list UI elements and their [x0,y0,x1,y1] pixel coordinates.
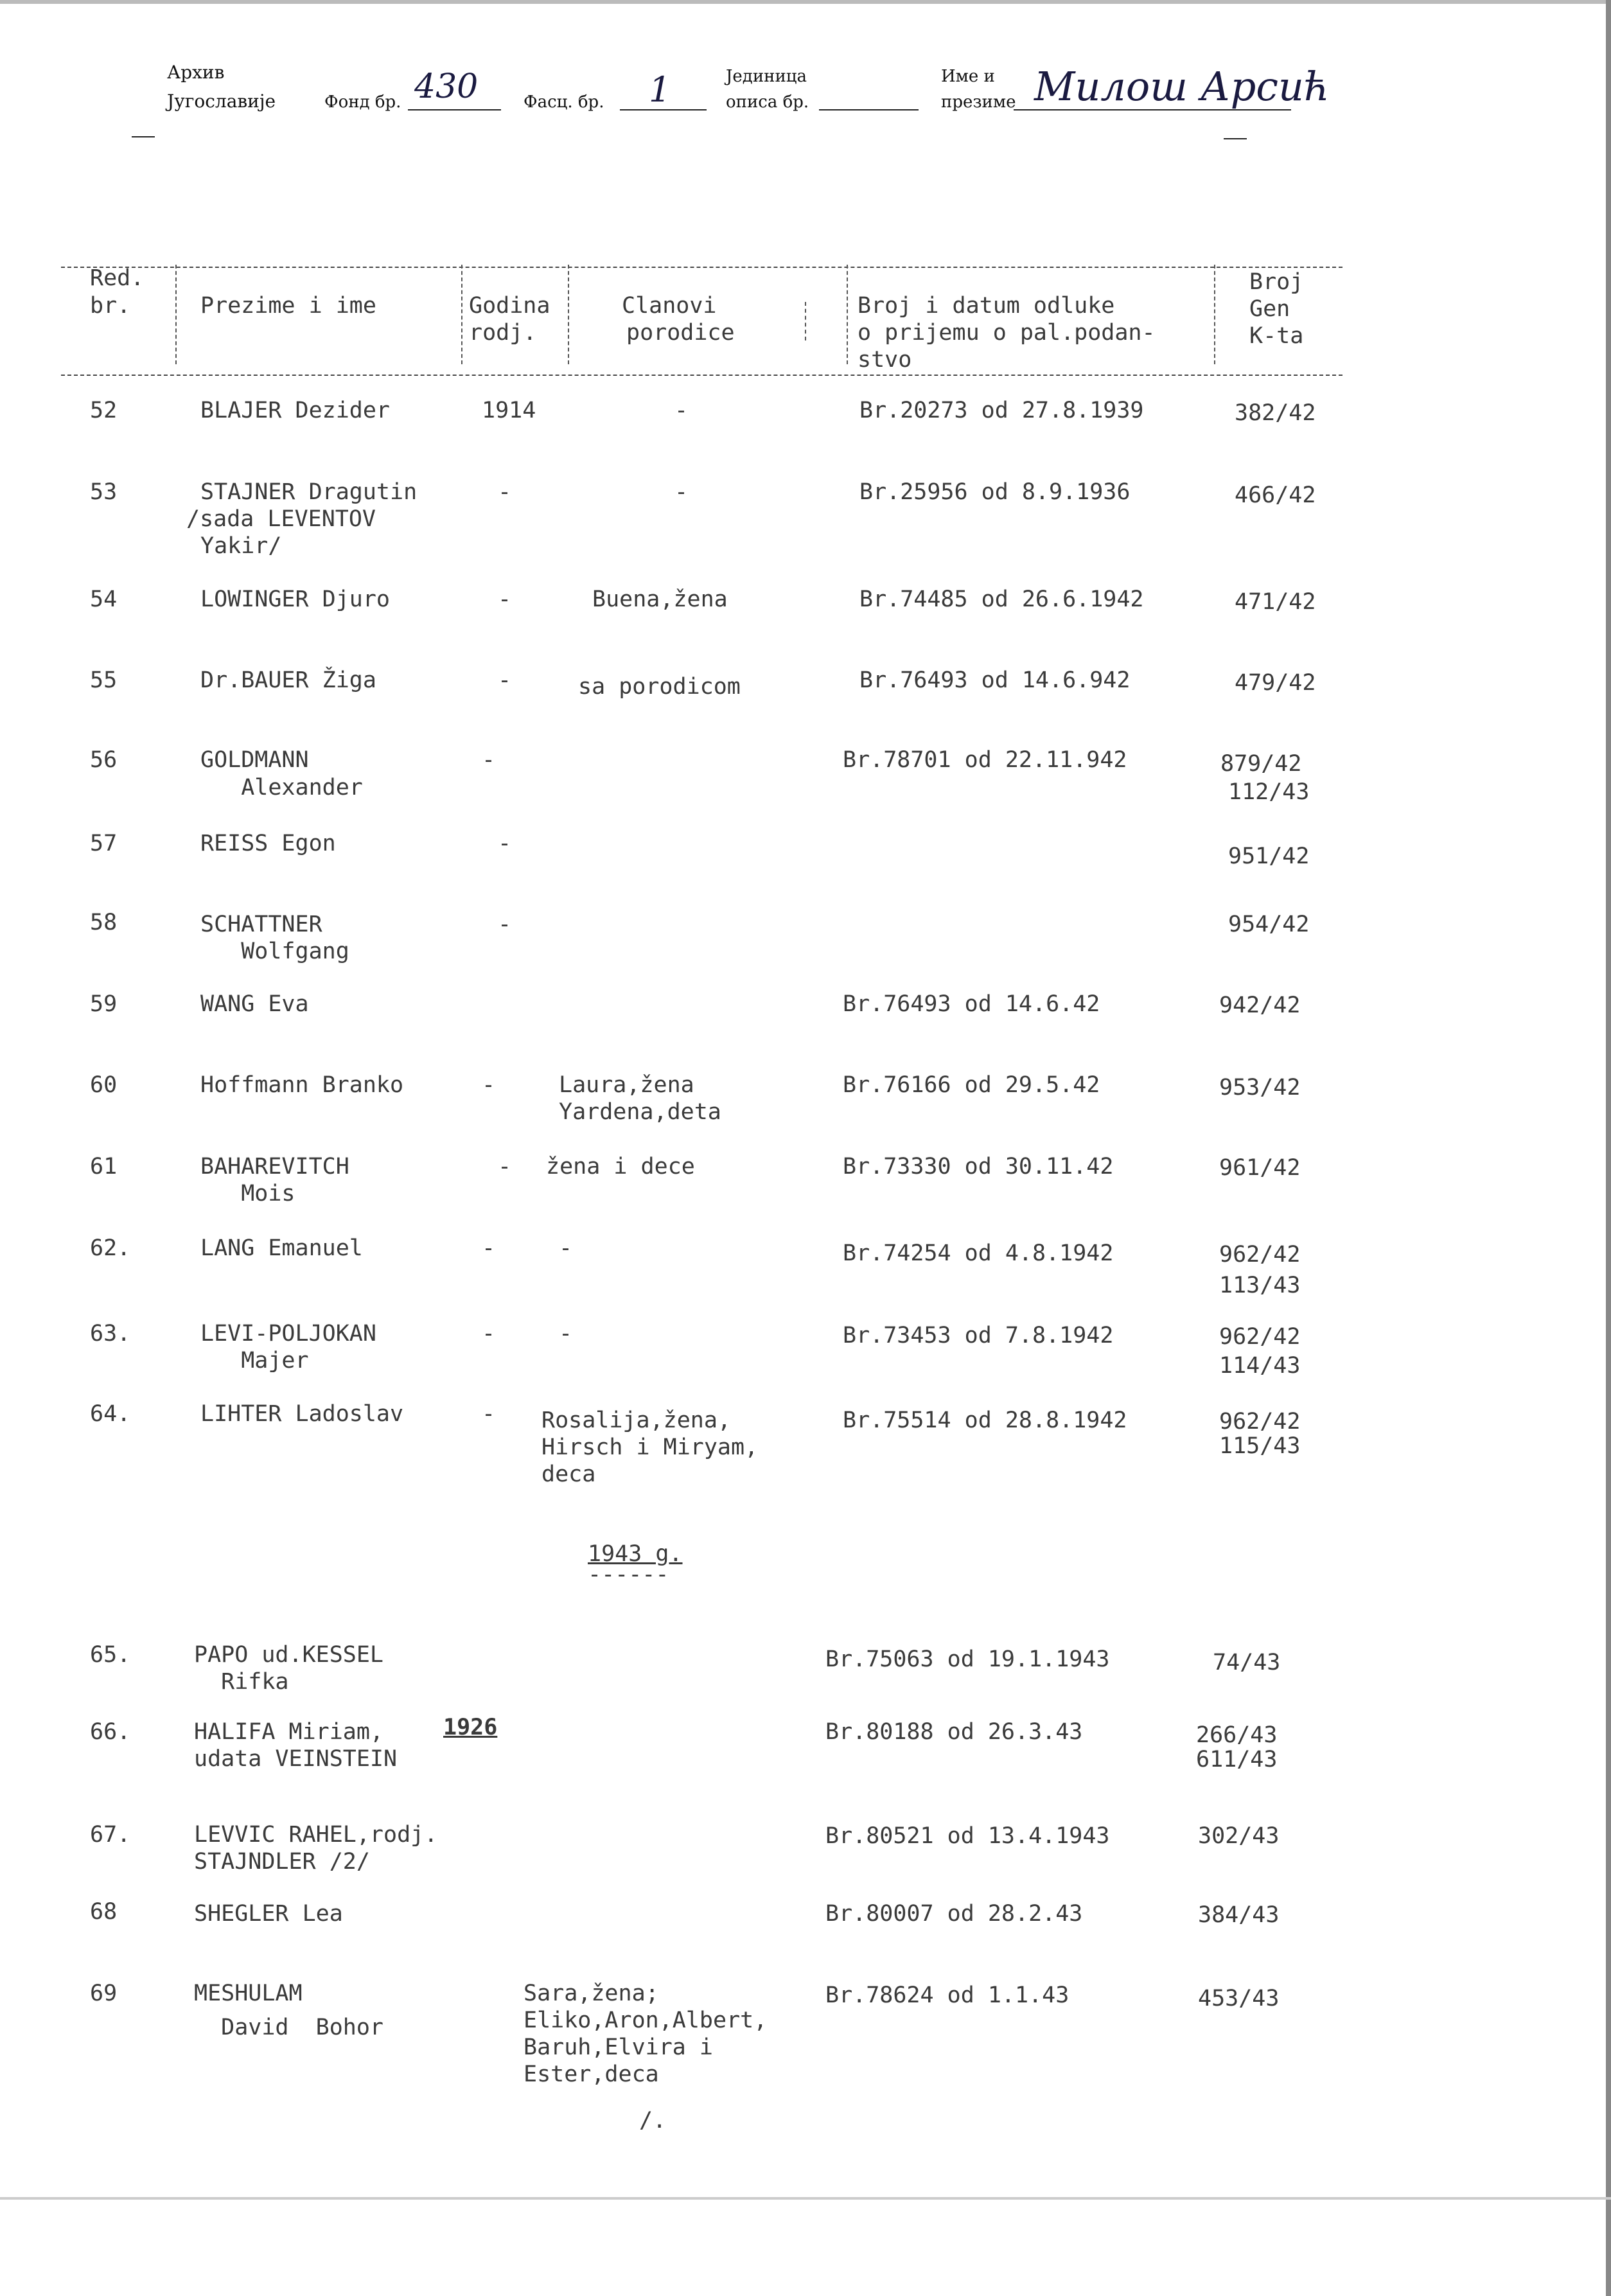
header-broj-odluke-line1: Broj i datum odluke [858,293,1115,319]
table-top-rule [61,267,1342,268]
header-divider-1 [175,265,177,364]
row-name: LOWINGER Djuro [200,587,391,612]
row-family: Laura,žena [559,1072,694,1098]
row-decision: Br.75063 od 19.1.1943 [825,1647,1110,1672]
row-number: 68 [90,1899,118,1925]
row-number: 67. [90,1822,131,1848]
row-ref-line2: 115/43 [1219,1433,1301,1459]
header-godina-line1: Godina [469,293,550,319]
row-year: - [498,667,512,693]
row-year: - [482,1401,496,1427]
row-decision: Br.78701 od 22.11.942 [843,747,1127,773]
row-number: 57 [90,831,118,856]
row-decision: Br.80007 od 28.2.43 [825,1901,1083,1927]
row-ref: 962/42 [1219,1409,1301,1435]
row-name-line2: Alexander [200,775,363,800]
row-ref: 479/42 [1235,670,1316,696]
row-family: - [674,398,689,423]
name-value-signature: Милош Арсић [1034,63,1330,110]
row-name-line2: /sada LEVENTOV [186,506,376,532]
name-label-line1: Име и [941,67,995,86]
row-ref-line2: 112/43 [1228,779,1310,805]
row-name: WANG Eva [200,991,309,1017]
header-red-line2: br. [90,293,131,319]
row-ref: 879/42 [1220,751,1302,777]
row-number: 55 [90,667,118,693]
row-decision: Br.76493 od 14.6.942 [859,667,1131,693]
row-ref: 453/43 [1198,1986,1280,2011]
fasc-value: 1 [649,69,671,110]
header-red-line1: Red. [90,265,145,291]
header-broj-gen-line2: Gen [1249,296,1290,322]
fond-value: 430 [414,67,479,106]
corner-mark-left [132,136,155,137]
row-number: 56 [90,747,118,773]
row-family: Buena,žena [592,587,728,612]
row-ref: 961/42 [1219,1155,1301,1181]
header-divider-5 [847,265,848,364]
row-number: 66. [90,1719,131,1745]
page-footer-mark: /. [639,2108,667,2133]
row-decision: Br.75514 od 28.8.1942 [843,1408,1127,1433]
row-name: Dr.BAUER Žiga [200,667,376,693]
row-year: - [498,831,512,856]
row-name-line2: Majer [200,1348,309,1373]
header-broj-odluke-line3: stvo [858,347,912,373]
row-decision: Br.20273 od 27.8.1939 [859,398,1144,423]
row-ref-line2: 114/43 [1219,1353,1301,1379]
row-ref: 74/43 [1213,1650,1281,1675]
row-name: LANG Emanuel [200,1235,363,1261]
row-family: žena i dece [546,1154,695,1179]
row-year: - [498,587,512,612]
row-name-line2: Mois [200,1181,295,1206]
row-number: 65. [90,1642,131,1668]
row-year: 1926 [443,1715,498,1740]
row-decision: Br.80188 od 26.3.43 [825,1719,1083,1745]
row-ref: 266/43 [1196,1722,1278,1748]
row-family: - [559,1321,573,1347]
row-number: 62. [90,1235,131,1261]
header-broj-gen-line3: K-ta [1249,323,1304,349]
unit-label-line2: описа бр. [726,93,809,112]
fond-underline [408,109,501,110]
row-name: BLAJER Dezider [200,398,391,423]
row-name: STAJNER Dragutin [200,479,418,505]
row-ref: 384/43 [1198,1902,1280,1928]
row-decision: Br.25956 od 8.9.1936 [859,479,1131,505]
row-number: 52 [90,398,118,423]
row-decision: Br.76493 od 14.6.42 [843,991,1100,1017]
row-decision: Br.76166 od 29.5.42 [843,1072,1100,1098]
row-number: 59 [90,991,118,1017]
row-family-line2: Hirsch i Miryam, [541,1435,759,1460]
row-name: REISS Egon [200,831,336,856]
row-name: LEVI-POLJOKAN [200,1321,376,1347]
header-divider-2 [461,265,462,364]
row-ref-line2: 611/43 [1196,1747,1278,1772]
fasc-label: Фасц. бр. [524,93,604,112]
row-year: - [482,1321,496,1347]
row-family-line3: Baruh,Elvira i [524,2035,714,2060]
fond-label: Фонд бр. [324,93,401,112]
name-label-line2: презиме [941,93,1016,112]
row-family: Rosalija,žena, [541,1408,732,1433]
row-decision: Br.73453 od 7.8.1942 [843,1323,1114,1348]
archive-name-line2: Југославије [167,91,276,112]
row-name: PAPO ud.KESSEL [194,1642,384,1668]
row-ref: 471/42 [1235,589,1316,615]
row-name: SHEGLER Lea [194,1901,343,1927]
row-family-line2: Eliko,Aron,Albert, [524,2008,768,2033]
row-ref: 953/42 [1219,1075,1301,1100]
header-clanovi-line1: Clanovi [622,293,717,319]
row-family: sa porodicom [578,674,741,700]
table-header-bottom-rule [61,375,1342,376]
row-year: - [482,747,496,773]
row-year: 1914 [482,398,536,423]
row-ref: 951/42 [1228,843,1310,869]
row-ref: 302/43 [1198,1823,1280,1849]
row-number: 64. [90,1401,131,1427]
row-name: HALIFA Miriam, [194,1719,384,1745]
row-year: - [498,1154,512,1179]
row-name: BAHAREVITCH [200,1154,349,1179]
row-name-line2: David Bohor [194,2015,384,2040]
header-divider-4 [805,302,806,340]
row-number: 58 [90,910,118,935]
row-ref-line2: 113/43 [1219,1273,1301,1298]
row-name: Hoffmann Branko [200,1072,404,1098]
row-number: 60 [90,1072,118,1098]
header-godina-line2: rodj. [469,320,537,346]
row-family: - [674,479,689,505]
row-year: - [498,479,512,505]
row-ref: 382/42 [1235,400,1316,426]
header-clanovi-line2: porodice [626,320,735,346]
header-broj-odluke-line2: o prijemu o pal.podan- [858,320,1156,346]
row-ref: 954/42 [1228,912,1310,937]
section-heading-underline: ------ [588,1562,669,1587]
row-name: LIHTER Ladoslav [200,1401,404,1427]
row-number: 54 [90,587,118,612]
row-decision: Br.74485 od 26.6.1942 [859,587,1144,612]
row-decision: Br.74254 od 4.8.1942 [843,1241,1114,1266]
row-ref: 962/42 [1219,1324,1301,1350]
row-name: MESHULAM [194,1981,303,2006]
scan-edge-bottom [0,2197,1611,2200]
row-name: SCHATTNER [200,912,322,937]
row-ref: 942/42 [1219,993,1301,1018]
row-year: - [482,1235,496,1261]
unit-label-line1: Јединица [726,67,807,86]
row-family: - [559,1235,573,1261]
row-number: 69 [90,1981,118,2006]
row-number: 63. [90,1321,131,1347]
scan-edge-top [0,0,1611,4]
unit-underline [819,109,919,110]
row-name-line3: Yakir/ [200,533,282,559]
archive-name-line1: Архив [167,62,225,83]
scan-edge-right [1606,0,1611,2296]
header-broj-gen-line1: Broj [1249,269,1304,295]
row-year: - [498,912,512,937]
row-decision: Br.78624 od 1.1.43 [825,1983,1070,2008]
row-family-line2: Yardena,deta [559,1099,721,1125]
row-decision: Br.80521 od 13.4.1943 [825,1823,1110,1849]
corner-mark-right [1224,138,1247,139]
row-name-line2: udata VEINSTEIN [194,1746,398,1772]
header-prezime: Prezime i ime [200,293,376,319]
section-heading-1943: 1943 g. [588,1541,683,1567]
row-name-line2: Wolfgang [200,939,349,964]
header-divider-3 [568,265,569,364]
row-family: Sara,žena; [524,1981,659,2006]
row-number: 61 [90,1154,118,1179]
row-family-line3: deca [541,1461,596,1487]
row-name: LEVVIC RAHEL,rodj. [194,1822,438,1848]
row-family-line4: Ester,deca [524,2062,659,2087]
row-ref: 466/42 [1235,482,1316,508]
row-decision: Br.73330 od 30.11.42 [843,1154,1114,1179]
row-name-line2: STAJNDLER /2/ [194,1849,370,1875]
row-year: - [482,1072,496,1098]
row-number: 53 [90,479,118,505]
row-name: GOLDMANN [200,747,309,773]
header-divider-6 [1214,265,1215,364]
row-ref: 962/42 [1219,1242,1301,1267]
row-name-line2: Rifka [194,1669,289,1695]
